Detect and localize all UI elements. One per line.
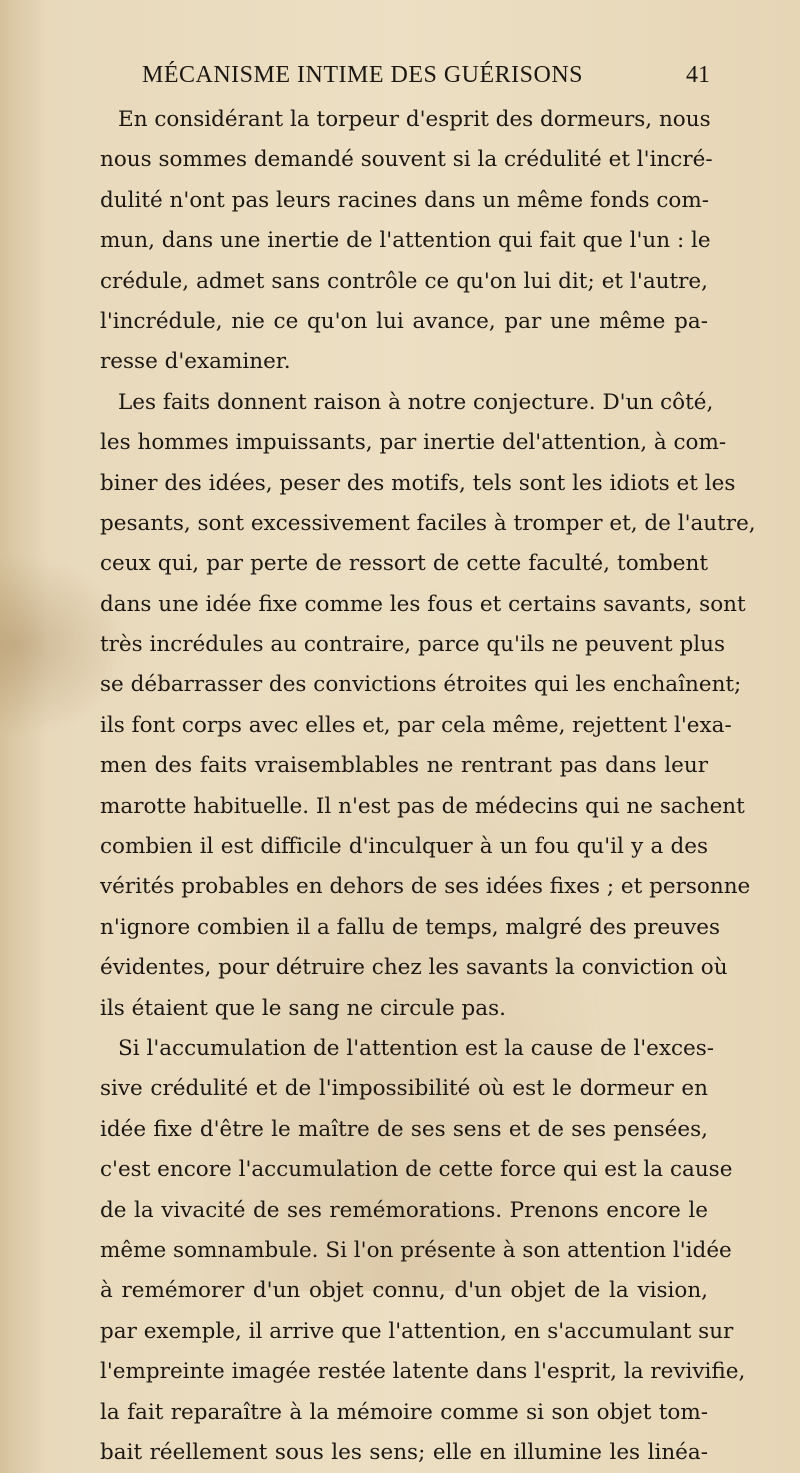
page-number: 41 <box>686 62 710 88</box>
text-line: dulité n'ont pas leurs racines dans un même fonds com- <box>100 187 709 213</box>
text-line: mun, dans une inertie de l'attention qui fait que l'un : le <box>100 228 711 254</box>
text-line: les hommes impuissants, par inertie del'attention, à com- <box>100 430 727 456</box>
text-line: idée fixe d'être le maître de ses sens et de ses pensées, <box>100 1116 708 1142</box>
text-line: l'empreinte imagée restée latente dans l'esprit, la revivifie, <box>100 1359 746 1385</box>
text-line: Si l'accumulation de l'attention est la cause de l'exces- <box>118 1035 715 1061</box>
text-line: l'incrédule, nie ce qu'on lui avance, par une même pa- <box>100 308 708 334</box>
text-line: bait réellement sous les sens; elle en illumine les linéa- <box>100 1439 708 1465</box>
text-line: la fait reparaître à la mémoire comme si son objet tom- <box>100 1399 708 1425</box>
text-line: même somnambule. Si l'on présente à son attention l'idée <box>100 1237 732 1263</box>
running-title: MÉCANISME INTIME DES GUÉRISONS <box>142 62 584 88</box>
text-line: c'est encore l'accumulation de cette force qui est la cause <box>100 1157 733 1183</box>
text-line: ils étaient que le sang ne circule pas. <box>100 995 506 1021</box>
text-line: men des faits vraisemblables ne rentrant pas dans leur <box>100 753 708 779</box>
body-text <box>100 100 756 1473</box>
text-line: vérités probables en dehors de ses idées fixes ; et personne <box>100 874 751 900</box>
text-line: En considérant la torpeur d'esprit des dormeurs, nous <box>118 107 711 132</box>
running-head <box>120 62 710 96</box>
text-line: de la vivacité de ses remémorations. Prenons encore le <box>100 1197 708 1223</box>
text-line: pesants, sont excessivement faciles à tromper et, de l'autre, <box>100 510 756 536</box>
text-line: se débarrasser des convictions étroites qui les enchaînent; <box>100 672 742 698</box>
text-line: sive crédulité et de l'impossibilité où est le dormeur en <box>100 1076 708 1102</box>
text-line: combien il est difficile d'inculquer à un fou qu'il y a des <box>100 834 708 860</box>
text-line: à remémorer d'un objet connu, d'un objet de la vision, <box>100 1278 708 1304</box>
text-line: nous sommes demandé souvent si la crédulité et l'incré- <box>100 147 713 173</box>
text-line: marotte habituelle. Il n'est pas de médecins qui ne sachent <box>100 793 745 819</box>
text-line: Les faits donnent raison à notre conjecture. D'un côté, <box>118 389 714 415</box>
text-line: très incrédules au contraire, parce qu'ils ne peuvent plus <box>100 632 726 658</box>
text-line: crédule, admet sans contrôle ce qu'on lui dit; et l'autre, <box>100 268 708 294</box>
text-line: biner des idées, peser des motifs, tels sont les idiots et les <box>100 470 736 496</box>
text-line: ceux qui, par perte de ressort de cette faculté, tombent <box>100 551 708 577</box>
text-line: resse d'examiner. <box>100 349 291 375</box>
text-line: par exemple, il arrive que l'attention, en s'accumulant sur <box>100 1318 734 1344</box>
text-line: dans une idée fixe comme les fous et certains savants, sont <box>100 591 746 617</box>
text-line: n'ignore combien il a fallu de temps, malgré des preuves <box>100 914 720 940</box>
text-line: ils font corps avec elles et, par cela même, rejettent l'exa- <box>100 712 732 738</box>
text-line: évidentes, pour détruire chez les savants la conviction où <box>100 955 728 981</box>
